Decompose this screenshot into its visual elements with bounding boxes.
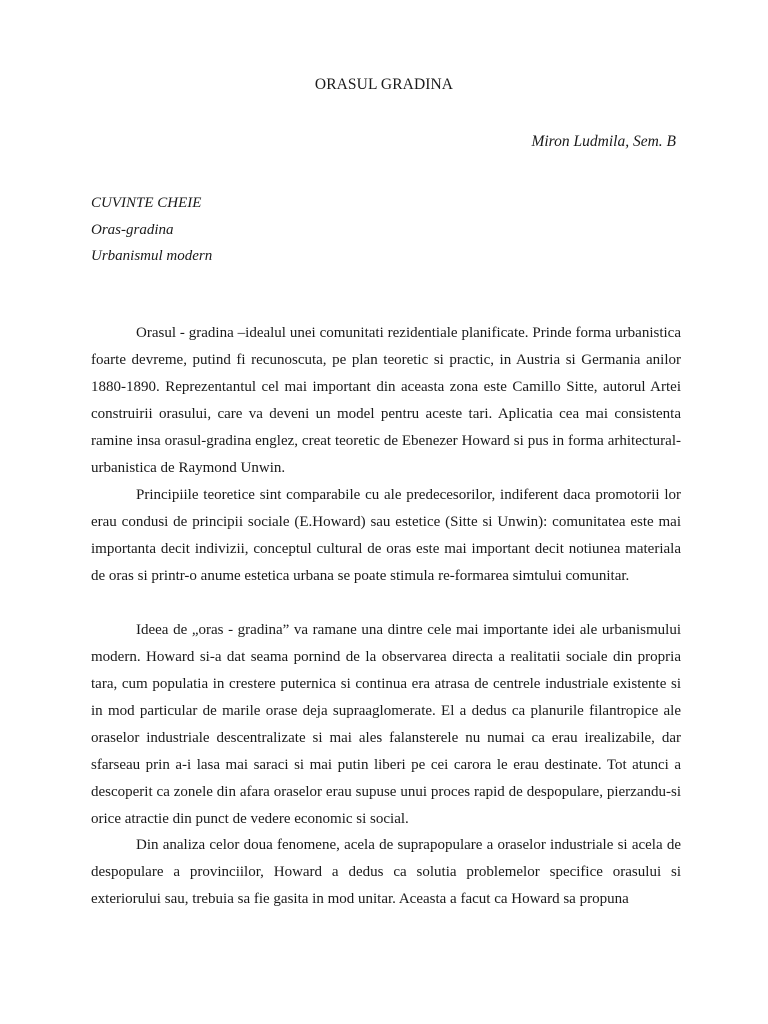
paragraph-text: Ideea de „oras - gradina” va ramane una dintre cele mai importante idei ale urbanismului modern. Howard si-a dat seama pornind de la observarea directa a realitatii sociale din propria tara, cum populatia in crestere puternica si continua era atrasa de centrele industriale existente si in mod particular de marile orase deja supraaglomerate. El a dedus ca planurile filantropice ale oraselor industriale descentralizate si mai ales falansterele nu numai ca erau irealizabile, dar sfarseau prin a-i lasa mai saraci si mai putin liberi pe cei carora le erau destinate. Tot atunci a descoperit ca zonele din afara oraselor erau supuse unui proces rapid de despopulare, pierzandu-si orice atractie din punct de vedere economic si social. — [91, 622, 681, 827]
document-title: ORASUL GRADINA — [314, 76, 454, 93]
keywords-block — [91, 190, 212, 270]
paragraph-text: Orasul - gradina –idealul unei comunitati rezidentiale planificate. Prinde forma urbanistica foarte devreme, putind fi recunoscuta, pe plan teoretic si practic, in Austria si Germania anilor 1880-1890. Reprezentantul cel mai important din aceasta zona este Camillo Sitte, autorul Artei construirii orasului, care va deveni un model pentru aceste tari. Aplicatia cea mai consistenta ramine insa orasul-gradina englez, creat teoretic de Ebenezer Howard si pus in forma arhitectural-urbanistica de Raymond Unwin. — [91, 325, 681, 476]
keywords-heading: CUVINTE CHEIE — [91, 195, 202, 211]
author-line: Miron Ludmila, Sem. B — [531, 133, 676, 150]
body-paragraph — [91, 482, 681, 590]
paragraph-text: Din analiza celor doua fenomene, acela de suprapopulare a oraselor industriale si acela de despopulare a provinciilor, Howard a dedus ca solutia problemelor specifice orasului si exteriorului sau, trebuia sa fie gasita in mod unitar. Aceasta a facut ca Howard sa propuna — [91, 837, 681, 907]
keyword-item: Urbanismul modern — [91, 248, 213, 264]
keyword-item: Oras-gradina — [91, 221, 174, 238]
body-paragraph — [91, 617, 681, 833]
paragraph-text: Principiile teoretice sint comparabile cu ale predecesorilor, indiferent daca promotorii lor erau condusi de principii sociale (E.Howard) sau estetice (Sitte si Unwin): comunitatea este mai importanta decit indivizii, conceptul cultural de oras este mai important decit notiunea materiala de oras si printr-o anume estetica urbana se poate stimula re-formarea simtului comunitar. — [91, 487, 681, 584]
body-paragraph — [91, 320, 681, 482]
body-paragraph — [91, 832, 681, 913]
